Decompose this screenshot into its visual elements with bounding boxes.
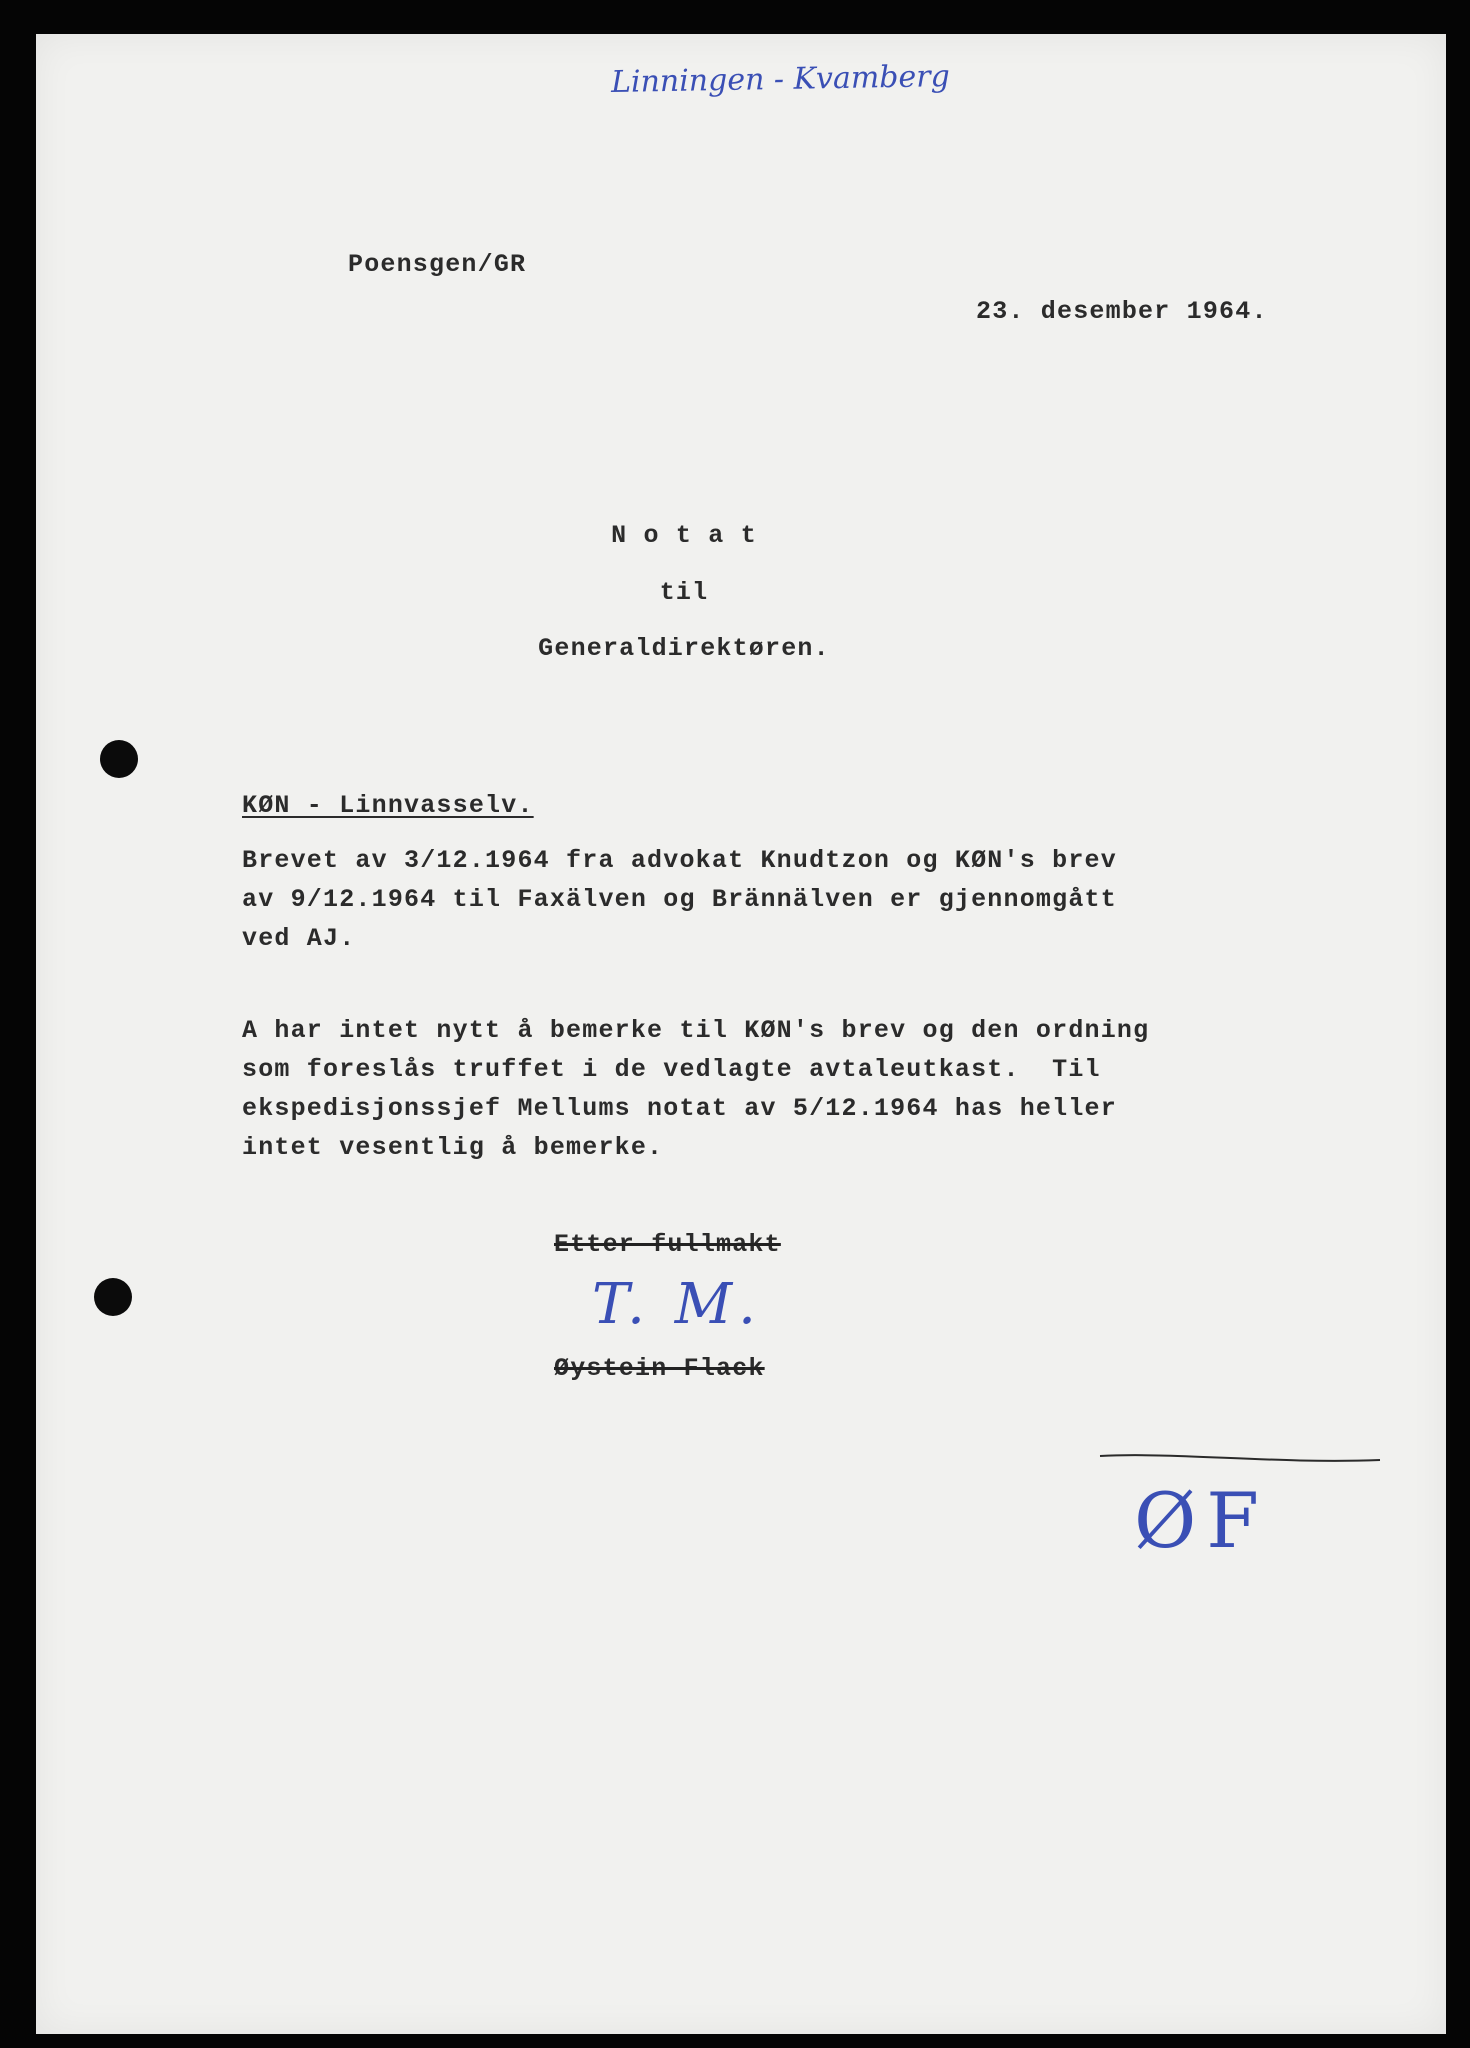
paragraph-1-line-3: ved AJ. <box>242 924 356 953</box>
title-notat: N o t a t <box>611 521 757 550</box>
paragraph-2-line-2: som foreslås truffet i de vedlagte avtaleutkast. Til <box>242 1055 1101 1084</box>
title-recipient: Generaldirektøren. <box>538 634 830 663</box>
signature-line <box>1096 1444 1386 1474</box>
title-til: til <box>659 578 709 607</box>
handwritten-header-note: Linningen - Kvamberg <box>610 59 951 100</box>
letter-date: 23. desember 1964. <box>976 297 1268 326</box>
handwritten-initials-tm: T. M. <box>592 1272 762 1337</box>
handwritten-initials-of: ØF <box>1134 1476 1270 1565</box>
paragraph-2-line-3: ekspedisjonssjef Mellums notat av 5/12.1964 has heller <box>242 1094 1117 1123</box>
paragraph-1-line-2: av 9/12.1964 til Faxälven og Brännälven er gjennomgått <box>242 885 1117 914</box>
struck-etter-fullmakt: Etter fullmakt <box>554 1230 781 1259</box>
punch-hole-lower <box>94 1278 132 1316</box>
struck-signatory-name: Øystein Flack <box>554 1354 765 1383</box>
document-page <box>36 34 1446 2034</box>
paragraph-1-line-1: Brevet av 3/12.1964 fra advokat Knudtzon og KØN's brev <box>242 846 1117 875</box>
reference-code: Poensgen/GR <box>348 250 527 279</box>
paragraph-2-line-4: intet vesentlig å bemerke. <box>242 1133 664 1162</box>
subject-line: KØN - Linnvasselv. <box>242 791 534 820</box>
paragraph-2-line-1: A har intet nytt å bemerke til KØN's brev og den ordning <box>242 1016 1150 1045</box>
punch-hole-upper <box>100 740 138 778</box>
